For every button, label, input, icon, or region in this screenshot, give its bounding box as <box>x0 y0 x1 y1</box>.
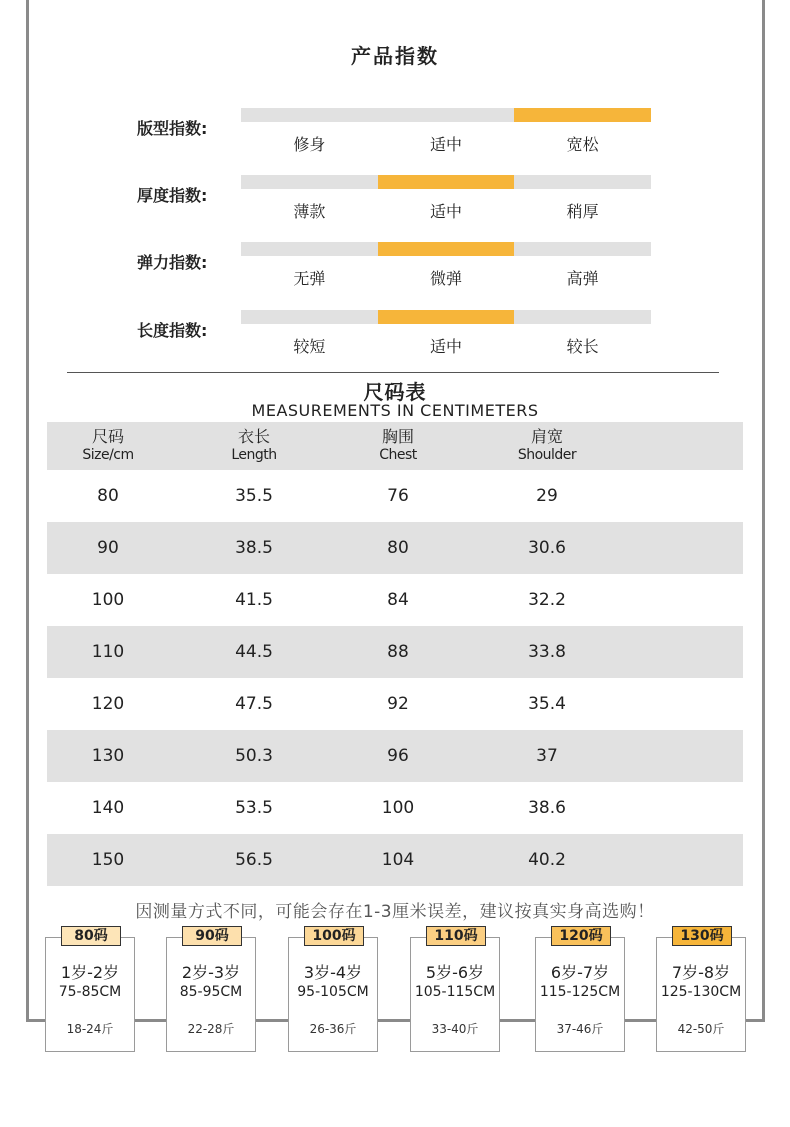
table-cell: 130 <box>91 746 125 766</box>
table-cell: 41.5 <box>235 590 273 610</box>
age-range: 7岁-8岁 <box>671 963 731 982</box>
measurement-note: 因测量方式不同，可能会存在1-3厘米误差，建议按真实身高选购！ <box>135 902 655 922</box>
index-label: 长度指数: <box>137 321 208 340</box>
table-cell: 100 <box>91 590 125 610</box>
size-tag: 80码 <box>61 926 121 946</box>
index-option: 适中 <box>430 337 463 356</box>
table-cell: 33.8 <box>528 642 566 662</box>
age-range: 5岁-6岁 <box>425 963 485 982</box>
size-card <box>166 928 256 1052</box>
index-segment <box>514 242 651 256</box>
size-table-body <box>47 470 743 886</box>
table-cell: 44.5 <box>235 642 273 662</box>
index-segment <box>514 310 651 324</box>
header-size-cn: 尺码 <box>91 427 124 446</box>
index-options <box>241 266 651 289</box>
table-cell: 76 <box>387 486 409 506</box>
index-options <box>241 334 651 357</box>
age-range: 3岁-4岁 <box>303 963 363 982</box>
index-segment <box>241 310 378 324</box>
index-option: 无弹 <box>293 269 326 288</box>
table-row <box>47 522 743 574</box>
index-option: 修身 <box>293 135 326 154</box>
table-cell: 120 <box>91 694 125 714</box>
index-row <box>0 310 790 370</box>
table-cell: 50.3 <box>235 746 273 766</box>
index-segment-selected <box>378 175 515 189</box>
header-length <box>179 428 329 464</box>
table-cell: 38.6 <box>528 798 566 818</box>
table-cell: 110 <box>91 642 125 662</box>
index-track <box>241 108 651 122</box>
table-cell: 29 <box>536 486 558 506</box>
table-row <box>47 678 743 730</box>
index-label: 版型指数: <box>137 119 208 138</box>
height-range: 105-115CM <box>414 984 496 1000</box>
index-options <box>241 199 651 222</box>
height-range: 85-95CM <box>179 984 243 1000</box>
size-tag: 90码 <box>182 926 242 946</box>
weight-range: 42-50斤 <box>677 1022 725 1036</box>
index-row <box>0 175 790 235</box>
frame-bottom-border <box>26 1019 765 1022</box>
table-cell: 100 <box>381 798 415 818</box>
height-range: 125-130CM <box>660 984 742 1000</box>
table-row <box>47 834 743 886</box>
size-card <box>45 928 135 1052</box>
index-options <box>241 132 651 155</box>
index-segment <box>241 108 378 122</box>
table-row <box>47 730 743 782</box>
age-range: 6岁-7岁 <box>550 963 610 982</box>
table-cell: 90 <box>97 538 119 558</box>
table-cell: 80 <box>97 486 119 506</box>
weight-range: 18-24斤 <box>66 1022 114 1036</box>
index-option: 高弹 <box>566 269 599 288</box>
table-cell: 40.2 <box>528 850 566 870</box>
index-option: 适中 <box>430 135 463 154</box>
index-segment <box>241 175 378 189</box>
header-size-en: Size/cm <box>82 447 134 463</box>
table-cell: 30.6 <box>528 538 566 558</box>
index-option: 薄款 <box>293 202 326 221</box>
index-option: 适中 <box>430 202 463 221</box>
size-tag: 100码 <box>304 926 364 946</box>
index-option: 较短 <box>293 337 326 356</box>
table-cell: 150 <box>91 850 125 870</box>
size-tag: 110码 <box>426 926 486 946</box>
index-segment <box>378 108 515 122</box>
header-shoulder <box>472 428 622 464</box>
header-length-cn: 衣长 <box>237 427 270 446</box>
header-chest <box>323 428 473 464</box>
index-segment-selected <box>378 310 515 324</box>
weight-range: 37-46斤 <box>556 1022 604 1036</box>
table-cell: 80 <box>387 538 409 558</box>
size-tag: 120码 <box>551 926 611 946</box>
header-shoulder-en: Shoulder <box>517 447 577 463</box>
header-chest-cn: 胸围 <box>381 427 414 446</box>
index-option: 较长 <box>566 337 599 356</box>
section-divider <box>67 372 719 373</box>
index-segment-selected <box>378 242 515 256</box>
size-table <box>47 422 743 886</box>
table-row <box>47 470 743 522</box>
index-segment <box>514 175 651 189</box>
size-tag: 130码 <box>672 926 732 946</box>
table-cell: 38.5 <box>235 538 273 558</box>
header-shoulder-cn: 肩宽 <box>530 427 563 446</box>
size-chart-title: 尺码表 <box>363 380 427 404</box>
header-length-en: Length <box>231 447 277 463</box>
table-row <box>47 782 743 834</box>
index-option: 微弹 <box>430 269 463 288</box>
table-cell: 104 <box>381 850 415 870</box>
index-segment <box>241 242 378 256</box>
index-option: 宽松 <box>566 135 599 154</box>
table-cell: 140 <box>91 798 125 818</box>
header-size <box>33 428 183 464</box>
size-card <box>656 928 746 1052</box>
table-row <box>47 626 743 678</box>
table-cell: 32.2 <box>528 590 566 610</box>
size-card <box>288 928 378 1052</box>
weight-range: 22-28斤 <box>187 1022 235 1036</box>
height-range: 75-85CM <box>58 984 122 1000</box>
age-range: 2岁-3岁 <box>181 963 241 982</box>
table-cell: 88 <box>387 642 409 662</box>
table-cell: 53.5 <box>235 798 273 818</box>
header-chest-en: Chest <box>379 447 417 463</box>
index-track <box>241 175 651 189</box>
index-label: 弹力指数: <box>137 253 208 272</box>
table-cell: 35.4 <box>528 694 566 714</box>
age-range: 1岁-2岁 <box>60 963 120 982</box>
index-label: 厚度指数: <box>137 186 208 205</box>
table-cell: 84 <box>387 590 409 610</box>
height-range: 115-125CM <box>539 984 621 1000</box>
table-cell: 47.5 <box>235 694 273 714</box>
index-segment-selected <box>514 108 651 122</box>
weight-range: 33-40斤 <box>431 1022 479 1036</box>
table-row <box>47 574 743 626</box>
table-cell: 35.5 <box>235 486 273 506</box>
size-table-header <box>47 422 743 470</box>
table-cell: 37 <box>536 746 558 766</box>
table-cell: 92 <box>387 694 409 714</box>
index-track <box>241 242 651 256</box>
size-card <box>535 928 625 1052</box>
table-cell: 96 <box>387 746 409 766</box>
index-track <box>241 310 651 324</box>
index-row <box>0 242 790 302</box>
index-option: 稍厚 <box>566 202 599 221</box>
product-index-title: 产品指数 <box>351 44 439 68</box>
size-chart-subtitle: MEASUREMENTS IN CENTIMETERS <box>251 401 539 420</box>
index-row <box>0 108 790 168</box>
height-range: 95-105CM <box>297 984 369 1000</box>
size-card <box>410 928 500 1052</box>
table-cell: 56.5 <box>235 850 273 870</box>
weight-range: 26-36斤 <box>309 1022 357 1036</box>
